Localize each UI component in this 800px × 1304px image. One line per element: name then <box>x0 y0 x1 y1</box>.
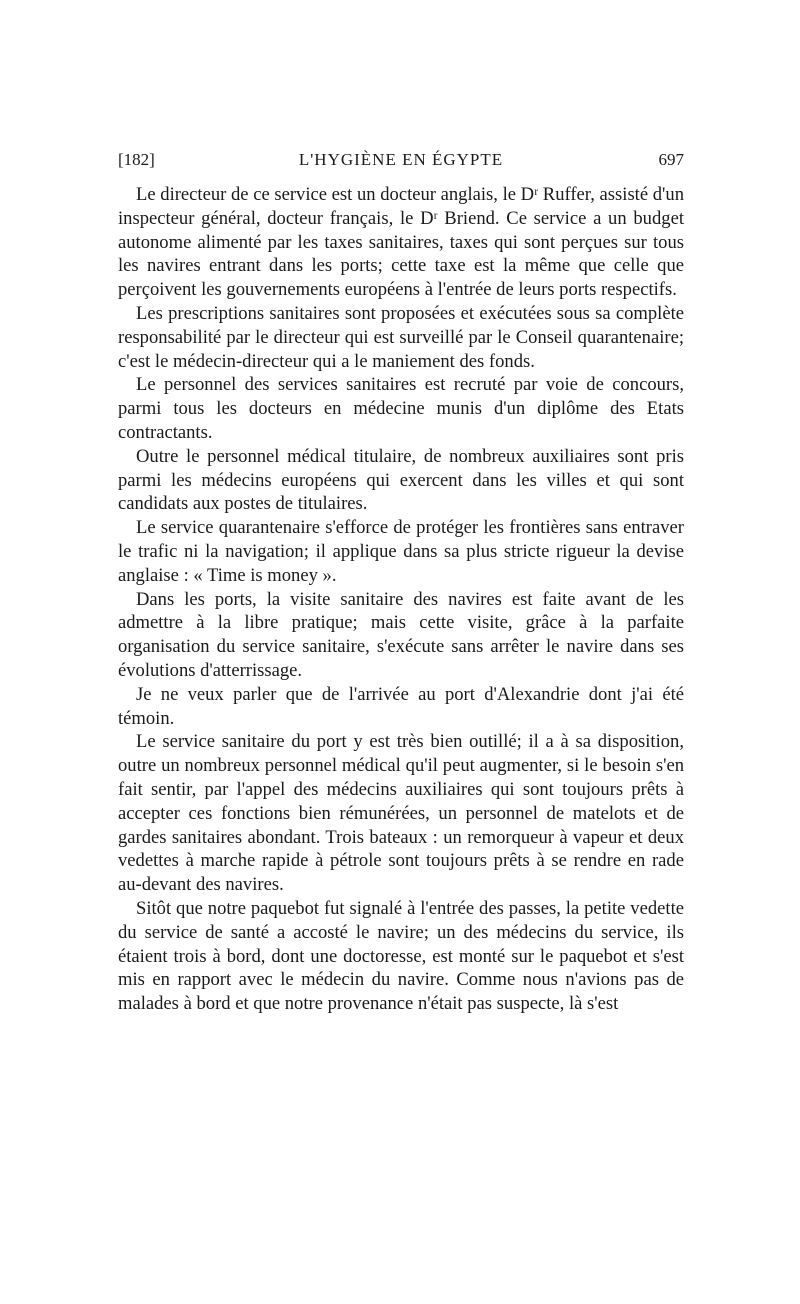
paragraph: Le service sanitaire du port y est très bien outillé; il a à sa disposition, outre un nombreux personnel médical qu'il peut augmenter, si le besoin s'en fait sentir, par l'appel des médecins auxiliaires qui sont toujours prêts à accepter ces fonctions bien rémunérées, un personnel de matelots et de gardes sanitaires abondant. Trois bateaux : un remorqueur à vapeur et deux vedettes à marche rapide à pétrole sont toujours prêts à se rendre en rade au-devant des navires. <box>118 731 684 896</box>
paragraph: Les prescriptions sanitaires sont proposées et exécutées sous sa complète responsabilité par le directeur qui est surveillé par le Conseil quarantenaire; c'est le médecin-directeur qui a le maniement des fonds. <box>118 302 684 372</box>
paragraph: Dans les ports, la visite sanitaire des navires est faite avant de les admettre à la libre pratique; mais cette visite, grâce à la parfaite organisation du service sanitaire, s'exécute sans arrêter le navire dans ses évolutions d'atterrissage. <box>118 588 684 681</box>
body-text <box>118 183 684 1016</box>
page-number: 697 <box>658 150 684 169</box>
running-header <box>118 150 684 174</box>
running-title: L'HYGIÈNE EN ÉGYPTE <box>298 150 504 169</box>
paragraph: Le service quarantenaire s'efforce de protéger les frontières sans entraver le trafic ni la navigation; il applique dans sa plus stricte rigueur la devise anglaise : « Time is money ». <box>118 517 684 586</box>
paragraph: Sitôt que notre paquebot fut signalé à l'entrée des passes, la petite vedette du service de santé a accosté le navire; un des médecins du service, ils étaient trois à bord, dont une doctoresse, est monté sur le paquebot et s'est mis en rapport avec le médecin du navire. Comme nous n'avions pas de malades à bord et que notre provenance n'était pas suspecte, là s'est <box>118 897 684 1015</box>
paragraph: Outre le personnel médical titulaire, de nombreux auxiliaires sont pris parmi les médecins européens qui exercent dans les villes et qui sont candidats aux postes de titulaires. <box>118 445 684 515</box>
paragraph: Le personnel des services sanitaires est recruté par voie de concours, parmi tous les docteurs en médecine munis d'un diplôme des Etats contractants. <box>118 374 684 443</box>
paragraph: Le directeur de ce service est un docteur anglais, le Dʳ Ruffer, assisté d'un inspecteur général, docteur français, le Dʳ Briend. Ce service a un budget autonome alimenté par les taxes sanitaires, taxes qui sont perçues sur tous les navires entrant dans les ports; cette taxe est la même que celle que perçoivent les gouvernements européens à l'entrée de leurs ports respectifs. <box>118 184 684 301</box>
page-reference: [182] <box>118 150 155 169</box>
paragraph: Je ne veux parler que de l'arrivée au port d'Alexandrie dont j'ai été témoin. <box>118 683 684 729</box>
